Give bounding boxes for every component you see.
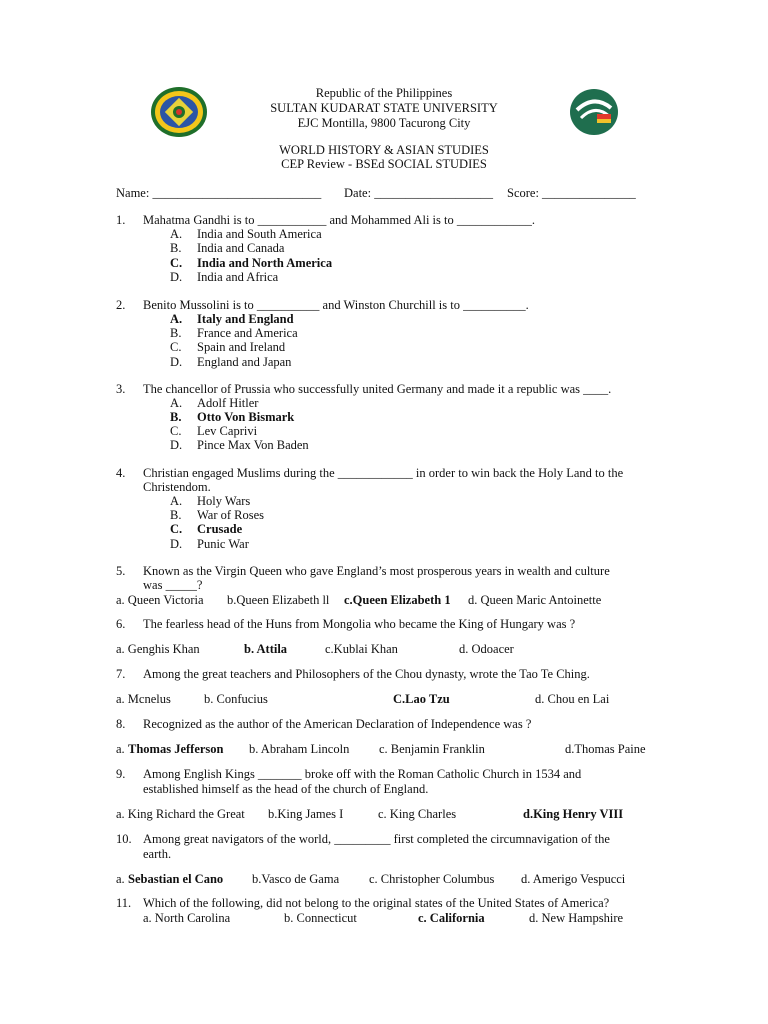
choice-a: a. Mcnelus bbox=[116, 692, 171, 706]
option-text-answer: India and North America bbox=[197, 256, 333, 270]
choice-d: d. Queen Maric Antoinette bbox=[468, 593, 602, 607]
exam-subject: WORLD HISTORY & ASIAN STUDIES bbox=[279, 143, 489, 157]
choice-a: a. Genghis Khan bbox=[116, 642, 200, 656]
question-number: 5. bbox=[116, 564, 126, 578]
choice-d-answer: d.King Henry VIII bbox=[523, 807, 624, 821]
choice-b: b. Confucius bbox=[204, 692, 268, 706]
option-letter-answer: C. bbox=[170, 256, 183, 270]
question-number: 9. bbox=[116, 767, 126, 781]
choice-b: b. Connecticut bbox=[284, 911, 357, 925]
question-text-cont: earth. bbox=[143, 847, 172, 861]
question-text-cont: established himself as the head of the church of England. bbox=[143, 782, 429, 796]
option-text-answer: Otto Von Bismark bbox=[197, 410, 295, 424]
option-text: Holy Wars bbox=[197, 494, 251, 508]
option-letter: A. bbox=[170, 494, 183, 508]
choice-b: b.King James I bbox=[268, 807, 344, 821]
choice-d: d. Chou en Lai bbox=[535, 692, 610, 706]
choice-d: d.Thomas Paine bbox=[565, 742, 646, 756]
score-field: Score: _______________ bbox=[507, 186, 636, 200]
choice-a: a. King Richard the Great bbox=[116, 807, 245, 821]
question-text: Which of the following, did not belong to the original states of the United States of America? bbox=[143, 896, 610, 910]
question-text: Christian engaged Muslims during the ____________ in order to win back the Holy Land to the bbox=[143, 466, 624, 480]
option-text: India and Canada bbox=[197, 241, 285, 255]
choice-c-answer: C.Lao Tzu bbox=[393, 692, 450, 706]
question-number: 4. bbox=[116, 466, 126, 480]
option-text: Adolf Hitler bbox=[197, 396, 259, 410]
question-number: 7. bbox=[116, 667, 126, 681]
question-number: 10. bbox=[116, 832, 132, 846]
choice-c: c.Kublai Khan bbox=[325, 642, 398, 656]
option-letter: D. bbox=[170, 438, 183, 452]
option-letter: B. bbox=[170, 241, 182, 255]
choice-a-prefix: a. bbox=[116, 872, 125, 886]
question-text: Known as the Virgin Queen who gave England’s most prosperous years in wealth and culture bbox=[143, 564, 610, 578]
choice-c-answer: c. California bbox=[418, 911, 485, 925]
option-letter-answer: A. bbox=[170, 312, 183, 326]
option-text-answer: Crusade bbox=[197, 522, 243, 536]
choice-b: b.Vasco de Gama bbox=[252, 872, 340, 886]
question-number: 11. bbox=[116, 896, 132, 910]
question-number: 8. bbox=[116, 717, 126, 731]
question-text: Among great navigators of the world, _________ first completed the circumnavigation of the bbox=[143, 832, 610, 846]
question-number: 6. bbox=[116, 617, 126, 631]
header-university: SULTAN KUDARAT STATE UNIVERSITY bbox=[270, 101, 498, 115]
option-letter: D. bbox=[170, 537, 183, 551]
choice-a-prefix: a. bbox=[116, 742, 125, 756]
question-number: 2. bbox=[116, 298, 126, 312]
date-field: Date: ___________________ bbox=[344, 186, 493, 200]
choice-a: a. Queen Victoria bbox=[116, 593, 204, 607]
choice-b: b.Queen Elizabeth ll bbox=[227, 593, 330, 607]
option-letter: C. bbox=[170, 424, 182, 438]
choice-c: c. King Charles bbox=[378, 807, 457, 821]
choice-b: b. Abraham Lincoln bbox=[249, 742, 350, 756]
option-text-answer: Italy and England bbox=[197, 312, 294, 326]
exam-title: CEP Review - BSEd SOCIAL STUDIES bbox=[281, 157, 487, 171]
choice-a: a. North Carolina bbox=[143, 911, 231, 925]
option-text: France and America bbox=[197, 326, 298, 340]
option-letter-answer: C. bbox=[170, 522, 183, 536]
question-text: The chancellor of Prussia who successfully united Germany and made it a republic was ____. bbox=[143, 382, 612, 396]
option-text: England and Japan bbox=[197, 355, 292, 369]
choice-a-answer: Sebastian el Cano bbox=[128, 872, 224, 886]
question-text: Among English Kings _______ broke off with the Roman Catholic Church in 1534 and bbox=[143, 767, 582, 781]
question-text-cont: was _____? bbox=[143, 578, 203, 592]
question-number: 1. bbox=[116, 213, 126, 227]
option-text: Pince Max Von Baden bbox=[197, 438, 309, 452]
option-text: Lev Caprivi bbox=[197, 424, 258, 438]
choice-b-answer: b. Attila bbox=[244, 642, 288, 656]
choice-d: d. Amerigo Vespucci bbox=[521, 872, 626, 886]
question-text-cont: Christendom. bbox=[143, 480, 211, 494]
choice-c: c. Benjamin Franklin bbox=[379, 742, 485, 756]
option-text: Punic War bbox=[197, 537, 249, 551]
question-text: Mahatma Gandhi is to ___________ and Mohammed Ali is to ____________. bbox=[143, 213, 535, 227]
choice-d: d. Odoacer bbox=[459, 642, 514, 656]
question-number: 3. bbox=[116, 382, 126, 396]
question-text: The fearless head of the Huns from Mongolia who became the King of Hungary was ? bbox=[143, 617, 576, 631]
question-text: Benito Mussolini is to __________ and Winston Churchill is to __________. bbox=[143, 298, 529, 312]
question-text: Recognized as the author of the American Declaration of Independence was ? bbox=[143, 717, 532, 731]
header-line1: Republic of the Philippines bbox=[315, 86, 453, 100]
choice-c: c. Christopher Columbus bbox=[369, 872, 495, 886]
option-letter: A. bbox=[170, 227, 183, 241]
option-text: Spain and Ireland bbox=[197, 340, 286, 354]
header-address: EJC Montilla, 9800 Tacurong City bbox=[297, 116, 471, 130]
option-letter: A. bbox=[170, 396, 183, 410]
option-text: India and Africa bbox=[197, 270, 279, 284]
question-text: Among the great teachers and Philosophers of the Chou dynasty, wrote the Tao Te Ching. bbox=[143, 667, 590, 681]
option-text: India and South America bbox=[197, 227, 322, 241]
option-letter: B. bbox=[170, 326, 182, 340]
option-letter-answer: B. bbox=[170, 410, 182, 424]
choice-a-answer: Thomas Jefferson bbox=[128, 742, 224, 756]
option-letter: D. bbox=[170, 270, 183, 284]
option-text: War of Roses bbox=[197, 508, 265, 522]
option-letter: B. bbox=[170, 508, 182, 522]
option-letter: C. bbox=[170, 340, 182, 354]
name-field: Name: ___________________________ bbox=[116, 186, 322, 200]
option-letter: D. bbox=[170, 355, 183, 369]
choice-c-answer: c.Queen Elizabeth 1 bbox=[344, 593, 451, 607]
choice-d: d. New Hampshire bbox=[529, 911, 624, 925]
